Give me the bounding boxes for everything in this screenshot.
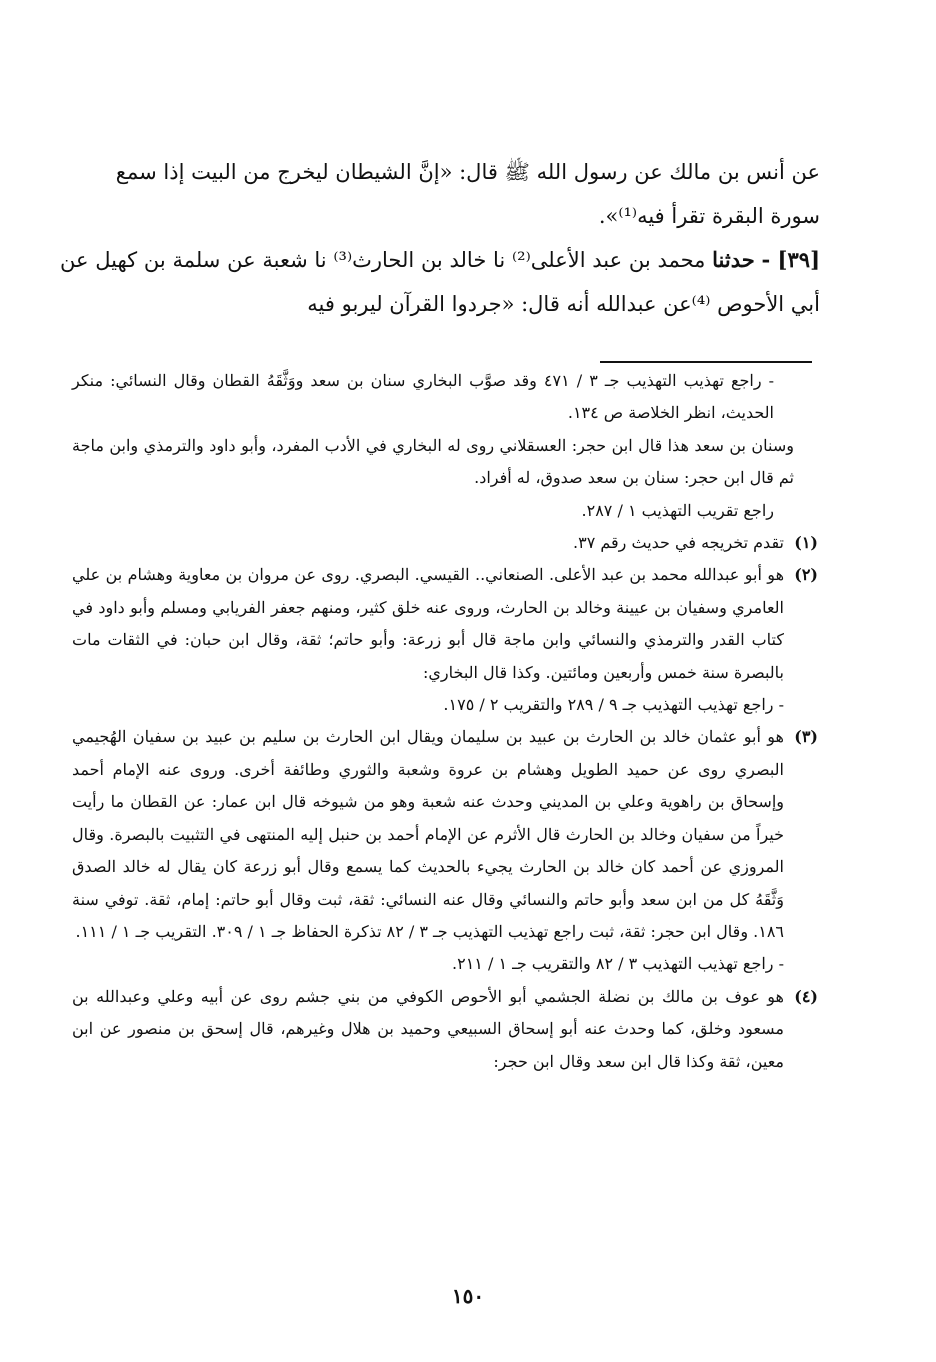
footnote-text: هو أبو عثمان خالد بن الحارث بن عبيد بن سليمان ويقال ابن الحارث بن سليم بن عبيد بن سفيان الهُجيمي البصري روى عن حميد الطويل وهشام بن عروة وشعبة والثوري وطائفة أخرى. وروى عنه الإمام أحمد وإسحاق بن راهوية وعلي بن المديني وحدث عنه شعبة وهو من شيوخه قال ابن عمار: عن القطان ما رأيت خيراً من سفيان وخالد بن الحارث قال الأثرم عن الإمام أحمد بن حنبل إليه المنتهى في التثبيت بالبصرة. وقال المروزي عن أحمد كان خالد بن الحارث يجيء بالحديث كما يسمع وقال أبو زرعة كان يقال له خالد الصدق وَثَّقَهُ كل من ابن سعد وأبو حاتم والنسائي وقال عنه النسائي: ثقة، ثبت وقال أبو حاتم: إمام، ثقة. توفي سنة ١٨٦. وقال ابن حجر: ثقة، ثبت راجع تهذيب التهذيب جـ ٣ / ٨٢ تذكرة الحفاظ جـ ١ / ٣٠٩. التقريب جـ ١ / ١١١. (72, 727, 784, 941)
footnote-number: (٤) (794, 986, 818, 1006)
hadith-haddathana: حدثنا (712, 247, 755, 272)
footnote-number: (٢) (794, 565, 818, 585)
main-text (60, 150, 820, 326)
footnote-number: (٣) (794, 727, 818, 747)
footnote-reference: - راجع تهذيب التهذيب جـ ٩ / ٢٨٩ والتقريب ٢ / ١٧٥. (443, 695, 784, 715)
hadith-number: [٣٩] - (761, 247, 820, 272)
footnote-4 (72, 981, 818, 1078)
footnote-text: هو أبو عبدالله محمد بن عبد الأعلى. الصنعاني.. القيسي. البصري. روى عن مروان بن معاوية وهشام بن علي العامري وسفيان بن عيينة وخالد بن الحارث، وروى عنه خلق كثير، ومنهم جعفر الفريابي ومسلم وأبو داود في كتاب القدر والترمذي والنسائي وابن ماجة قال أبو زرعة: وأبو حاتم؛ ثقة، وقال ابن حبان: في الثقات مات بالبصرة سنة خمس وأربعين ومائتين. وكذا قال البخاري: (72, 565, 784, 682)
footnote-2 (72, 559, 818, 721)
footnote-continuation-reference: راجع تقريب التهذيب ١ / ٢٨٧. (581, 500, 774, 520)
footnote-3 (72, 721, 818, 980)
footnote-text: هو عوف بن مالك بن نضلة الجشمي أبو الأحوص الكوفي من بني جشم روى عن أبيه وعلي وعبدالله بن مسعود وخلق، كما وحدث عنه أبو إسحاق السبيعي وحميد بن هلال وغيرهم، قال إسحق بن منصور عن ابن معين، ثقة وكذا قال ابن سعد وقال ابن حجر: (72, 986, 784, 1071)
footnotes (72, 365, 818, 1078)
footnote-continuation-paragraph: - راجع تهذيب التهذيب جـ ٣ / ٤٧١ وقد صوَّب البخاري سنان بن سعد ووَثَّقَهُ القطان وقال النسائي: منكر الحديث، انظر الخلاصة ص ١٣٤. (72, 371, 775, 423)
footnote-reference: - راجع تهذيب التهذيب ٣ / ٨٢ والتقريب جـ ١ / ٢١١. (452, 954, 784, 974)
page-number: ١٥٠ (451, 1284, 485, 1308)
hadith-body: محمد بن عبد الأعلى⁽²⁾ نا خالد بن الحارث⁽³⁾ نا شعبة عن سلمة بن كهيل عن أبي الأحوص ⁽⁴⁾عن عبدالله أنه قال: «جردوا القرآن ليربو فيه (60, 248, 820, 316)
hadith-paragraph (60, 238, 820, 326)
main-text-line: سورة البقرة تقرأ فيه⁽¹⁾». (598, 204, 820, 228)
main-text-line: عن أنس بن مالك عن رسول الله ﷺ قال: «إنَّ الشيطان ليخرج من البيت إذا سمع (115, 160, 820, 184)
footnote-number: (١) (794, 533, 818, 553)
footnote-text: تقدم تخريجه في حديث رقم ٣٧. (573, 533, 784, 553)
footnote-continuation-paragraph: وسنان بن سعد هذا قال ابن حجر: العسقلاني روى له البخاري في الأدب المفرد، وأبو داود والترمذي وابن ماجة ثم قال ابن حجر: سنان بن سعد صدوق، له أفراد. (72, 435, 794, 488)
footnote-separator-rule (600, 361, 812, 363)
footnote-1 (72, 527, 818, 559)
